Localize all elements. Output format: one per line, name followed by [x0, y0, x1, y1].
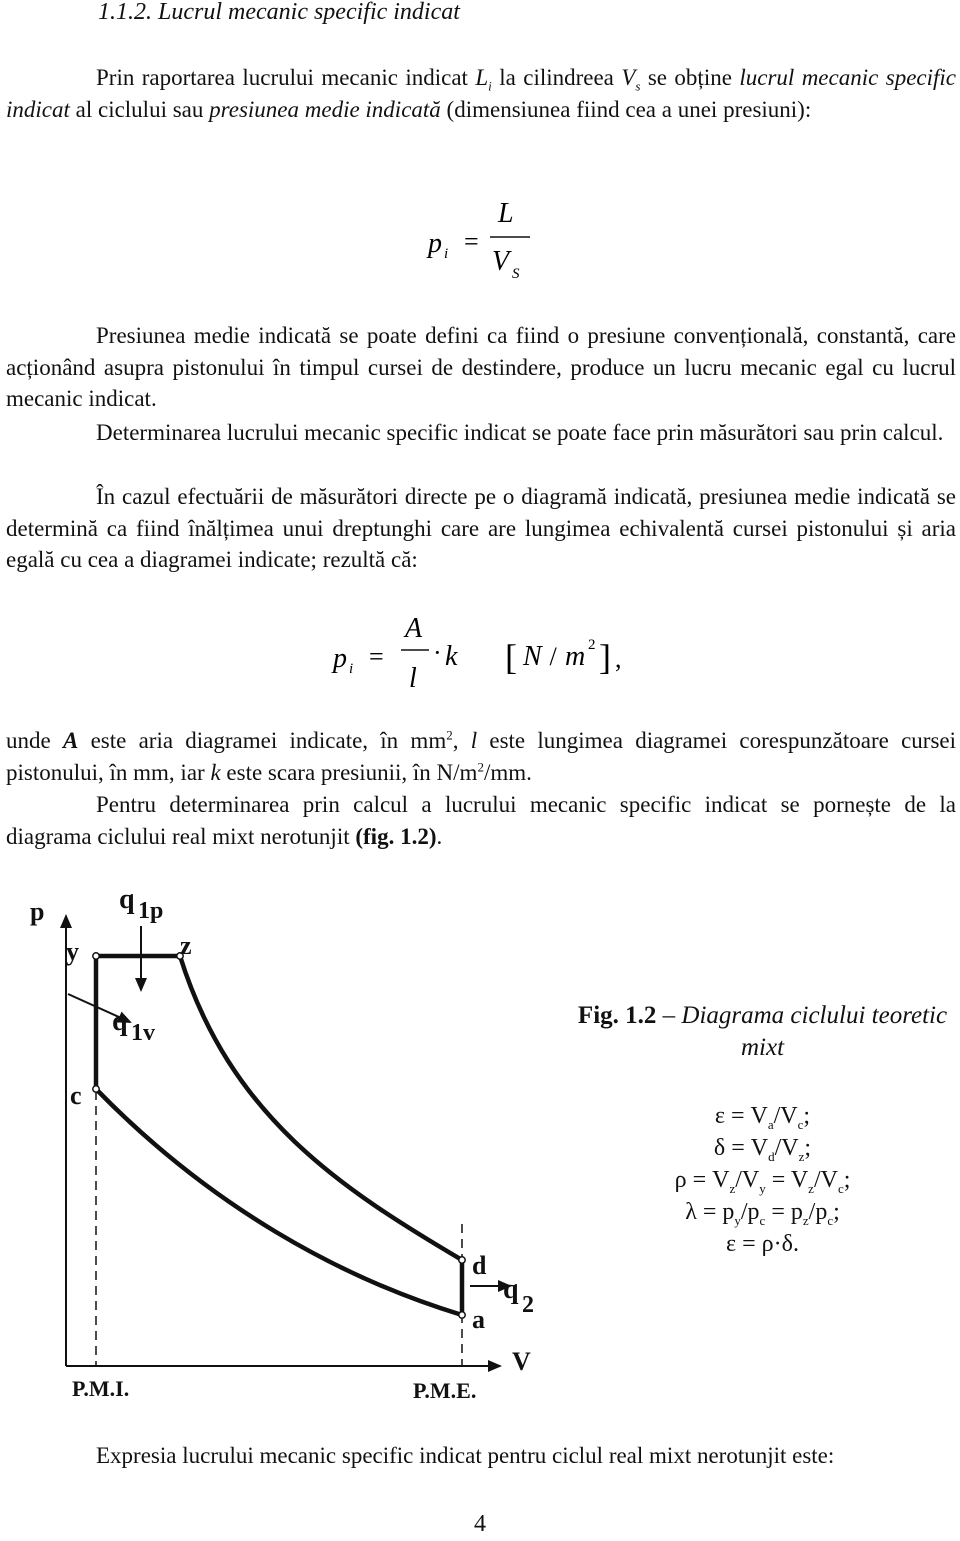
relation-line: $\delta = V_d/V_z$; [713, 1135, 812, 1164]
eq2-equals: = [369, 642, 384, 671]
label-q1p: q [119, 884, 135, 915]
eq1-denominator: V [492, 246, 510, 277]
eq2-unit-slash: / [543, 642, 564, 671]
point-a [459, 1312, 465, 1318]
section-title: 1.1.2. Lucrul mecanic specific indicat [98, 0, 460, 25]
eq2-bracket-open: [ [505, 637, 517, 677]
paragraph-intro: Prin raportarea lucrului mecanic indicat $L_i$ la cilindreea $V_s$ se obține lucrul mecanic specific indicat al ciclului sau presiunea medie indicată (dimensiunea fiind cea a unei presiuni): [6, 65, 956, 122]
eq2-unit-n: N [523, 641, 542, 672]
eq1-lhs-sub: i [444, 246, 449, 262]
label-q1p-sub: 1p [138, 898, 164, 924]
label-pmi: P.M.I. [72, 1376, 130, 1401]
relation-line: ε = ρ·δ. [726, 1231, 799, 1257]
label-p: p [30, 897, 45, 926]
figure-caption: Fig. 1.2 – Diagrama ciclului teoretic mixt [577, 1002, 948, 1061]
eq2-dot: · [433, 638, 442, 667]
relation-line: $\rho = V_z/V_y = V_z/V_c$; [674, 1167, 851, 1196]
paragraph-where: unde A este aria diagramei indicate, în $mm^2$, l este lungimea diagramei corespunzătoare cursei pistonului, în mm, iar k este scara presiunii, în $N/m^2/mm$. [6, 727, 956, 785]
eq1-numerator: L [498, 198, 514, 229]
label-v: V [512, 1347, 531, 1376]
eq2-k: k [445, 641, 458, 672]
eq2-bracket-close: ] [599, 637, 611, 677]
paragraph-definition: Presiunea medie indicată se poate defini ca fiind o presiune convențională, constantă, care acționând asupra pistonului în timpul cursei de destindere, produce un lucru mecanic egal cu lucrul mecanic indicat. [6, 323, 956, 411]
label-q1v: q [112, 1006, 128, 1037]
eq1-lhs: p [428, 228, 442, 259]
page-number: 4 [474, 1511, 486, 1537]
point-y [93, 953, 99, 959]
eq2-lhs: p [333, 643, 347, 674]
paragraph-calculation: Pentru determinarea prin calcul a lucrului mecanic specific indicat se pornește de la diagrama ciclului real mixt nerotunjit (fig. 1.2). [6, 792, 956, 849]
paragraph-determination: Determinarea lucrului mecanic specific indicat se poate face prin măsurători sau prin calcul. [96, 420, 944, 445]
label-q1v-sub: 1v [131, 1020, 155, 1046]
eq2-denominator: l [409, 663, 417, 694]
label-q2-sub: 2 [522, 1292, 534, 1318]
point-d [459, 1257, 465, 1263]
relation-line: $\varepsilon = V_a/V_c$; [714, 1103, 811, 1132]
expansion-curve [180, 956, 462, 1260]
equation-mean-pressure [420, 190, 550, 290]
mixed-cycle-diagram [0, 868, 580, 1438]
cycle-relations [640, 1100, 885, 1260]
label-a: a [472, 1305, 485, 1334]
eq2-comma: , [615, 644, 622, 673]
relation-line: $\lambda = p_y/p_c = p_z/p_c$; [685, 1199, 840, 1228]
paragraph-expression: Expresia lucrului mecanic specific indicat pentru ciclul real mixt nerotunjit este: [96, 1443, 835, 1468]
eq2-unit-exp: 2 [588, 637, 596, 653]
label-d: d [472, 1251, 487, 1280]
eq2-numerator: A [405, 613, 423, 644]
label-c: c [70, 1081, 82, 1110]
equation-area-pressure [325, 605, 655, 695]
eq1-denominator-sub: S [512, 266, 520, 282]
eq2-lhs-sub: i [349, 661, 354, 677]
paragraph-measurement: În cazul efectuării de măsurători directe pe o diagramă indicată, presiunea medie indicată se determină ca fiind înălțimea unui dreptunghi care are lungimea echivalentă cursei pistonului și aria egală cu cea a diagramei indicate; rezultă că: [6, 484, 956, 572]
label-pme: P.M.E. [413, 1378, 477, 1403]
point-c [93, 1086, 99, 1092]
eq2-unit-m: m [565, 641, 586, 672]
eq1-equals: = [464, 227, 479, 256]
label-z: z [180, 931, 192, 960]
label-y: y [66, 937, 79, 966]
label-q2: q [503, 1274, 519, 1305]
